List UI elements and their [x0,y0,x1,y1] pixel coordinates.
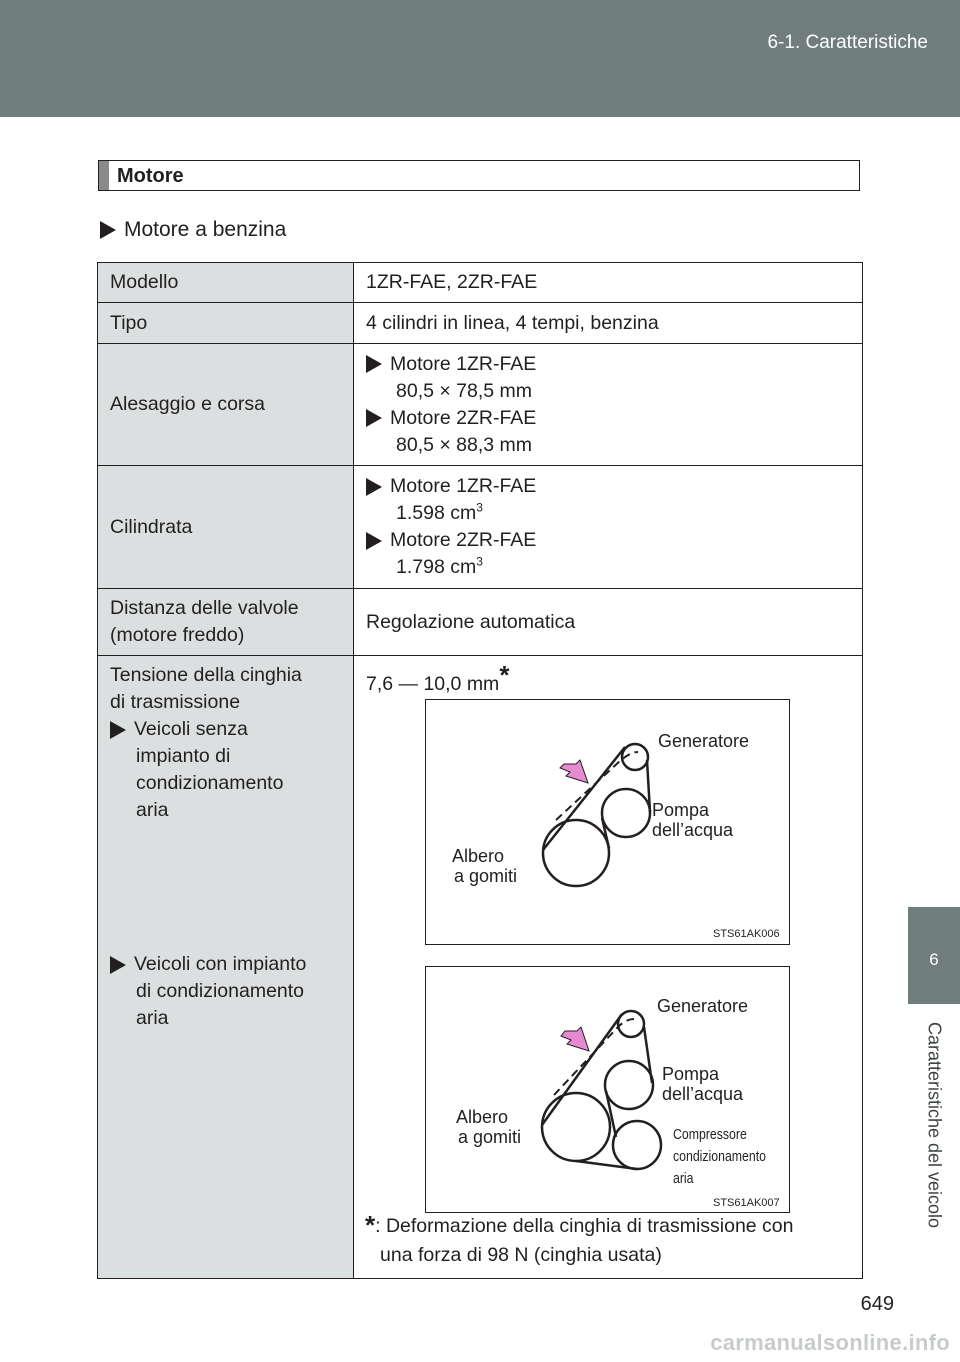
row-label: Distanza delle valvole (motore freddo) [98,589,354,656]
generator-label: Generatore [658,731,750,751]
row-label: Tensione della cinghia di trasmissione Veicoli senza impianto di condizionamento aria Veicoli con impianto di condizionamento aria [98,656,354,1279]
engine-2zr-label: Motore 2ZR-FAE [390,406,537,429]
belt-diagram-no-ac [425,699,790,945]
chapter-tab-number: 6 [929,950,939,969]
row-label: Modello [98,263,354,303]
table-row-alesaggio [98,344,863,466]
subsection-title: Motore a benzina [124,218,287,241]
chapter-side-label: Caratteristiche del veicolo [924,1021,945,1229]
footnote-marker: * [499,660,510,690]
page-number: 649 [860,1293,894,1315]
engine-1zr-label: Motore 1ZR-FAE [390,352,537,375]
engine-1zr-label: Motore 1ZR-FAE [390,475,537,497]
ac-compressor-label: Compressore condizionamento aria [673,1126,767,1187]
figure-code: STS61AK007 [713,1197,780,1209]
row-value: Regolazione automatica [354,589,863,656]
belt-deflection-value: 7,6 — 10,0 mm [366,673,500,695]
water-pump-label: Pompa dell’acqua [652,800,734,840]
arrow-bullet-icon [110,721,126,739]
displacement-1zr: 1.598 $cm^3$ [396,500,483,524]
arrow-bullet-icon [366,409,382,427]
arrow-bullet-icon [100,221,116,239]
subsection-heading [100,218,286,242]
arrow-bullet-icon [366,532,382,550]
row-label: Cilindrata [98,466,354,589]
chapter-section-title: 6-1. Caratteristiche [767,32,928,53]
section-header [98,160,860,191]
row-value: 1ZR-FAE, 2ZR-FAE [354,263,863,303]
table-row-valvole [98,589,863,656]
table-row-tipo [98,303,863,344]
crankshaft-label: Albero a gomiti [452,846,518,886]
arrow-bullet-icon [366,355,382,373]
row-label: Alesaggio e corsa [98,344,354,466]
table-row-modello [98,263,863,303]
crankshaft-label: Albero a gomiti [456,1107,522,1147]
figure-code: STS61AK006 [713,928,780,940]
displacement-2zr: 1.798 $cm^3$ [396,554,483,578]
row-value [354,344,863,466]
bore-stroke-1zr: 80,5 × 78,5 mm [396,379,533,402]
arrow-bullet-icon [366,478,382,496]
row-value: 4 cilindri in linea, 4 tempi, benzina [354,303,863,344]
footnote-line1: : Deformazione della cinghia di trasmissione con [375,1215,794,1237]
engine-2zr-label: Motore 2ZR-FAE [390,529,537,551]
footnote-line2: una forza di 98 N (cinghia usata) [380,1244,662,1266]
row-value [354,466,863,589]
footnote-mark: * [365,1210,376,1240]
generator-label: Generatore [657,996,749,1016]
chapter-tab[interactable] [908,907,960,1004]
water-pump-label: Pompa dell’acqua [662,1064,744,1104]
section-title: Motore [117,165,184,187]
section-header-bar [99,161,109,190]
table-row-cilindrata [98,466,863,589]
belt-diagram-with-ac [425,966,790,1213]
top-banner [0,0,960,117]
arrow-bullet-icon [110,956,126,974]
watermark: carmanualsonline.info [710,1330,950,1355]
bore-stroke-2zr: 80,5 × 88,3 mm [396,433,533,456]
footnote [365,1211,794,1270]
row-label: Tipo [98,303,354,344]
